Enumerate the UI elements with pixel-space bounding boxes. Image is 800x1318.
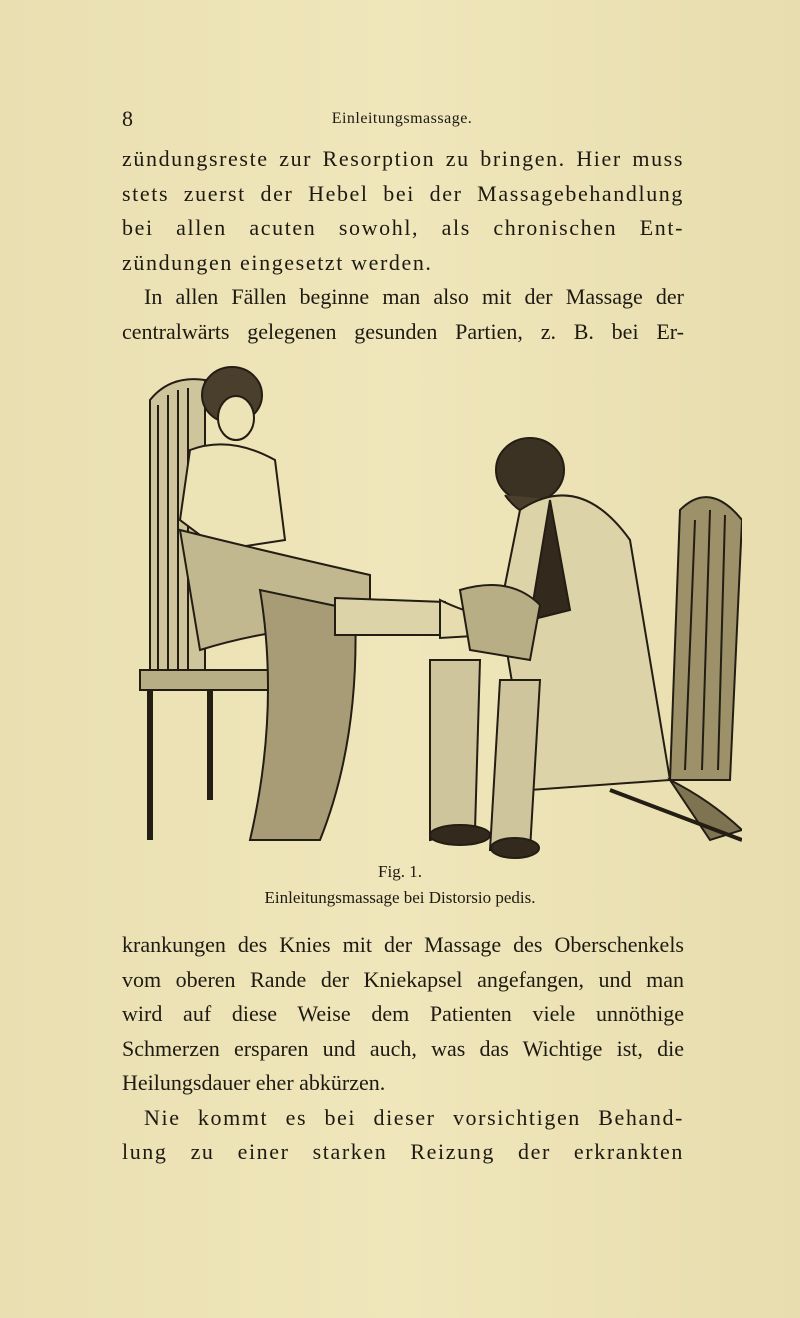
page-header <box>122 106 682 136</box>
massage-scene-engraving <box>110 360 742 865</box>
text-line: centralwärts gelegenen gesunden Partien, z. B. bei Er- <box>122 318 684 344</box>
text-line: vom oberen Rande der Kniekapsel angefangen, und man <box>122 966 684 992</box>
page-number: 8 <box>122 106 133 131</box>
text-line: krankungen des Knies mit der Massage des Oberschenkels <box>122 932 684 957</box>
figure-caption: Einleitungsmassage bei Distorsio pedis. <box>264 888 536 907</box>
figure-label: Fig. 1. <box>378 862 422 881</box>
text-line: lung zu einer starken Reizung der erkrankten <box>122 1139 684 1164</box>
text-line: bei allen acuten sowohl, als chronischen Ent- <box>122 215 684 240</box>
text-line: In allen Fällen beginne man also mit der Massage der <box>144 284 684 309</box>
text-line: Heilungsdauer eher abkürzen. <box>122 1070 386 1095</box>
paragraph-bottom <box>122 928 684 1170</box>
text-line: stets zuerst der Hebel bei der Massagebehandlung <box>122 180 684 206</box>
running-head: Einleitungsmassage. <box>331 110 473 127</box>
engraving-illustration <box>110 360 742 865</box>
text-line: Schmerzen ersparen und auch, was das Wichtige ist, die <box>122 1035 684 1061</box>
paragraph-top <box>122 142 684 349</box>
text-line: zündungsreste zur Resorption zu bringen. Hier muss <box>122 146 684 171</box>
text-line: zündungen eingesetzt werden. <box>122 249 433 275</box>
text-line: wird auf diese Weise dem Patienten viele unnöthige <box>122 1001 684 1026</box>
text-line: Nie kommt es bei dieser vorsichtigen Behand- <box>144 1104 684 1130</box>
kneeling-doctor-drawing <box>430 438 670 858</box>
